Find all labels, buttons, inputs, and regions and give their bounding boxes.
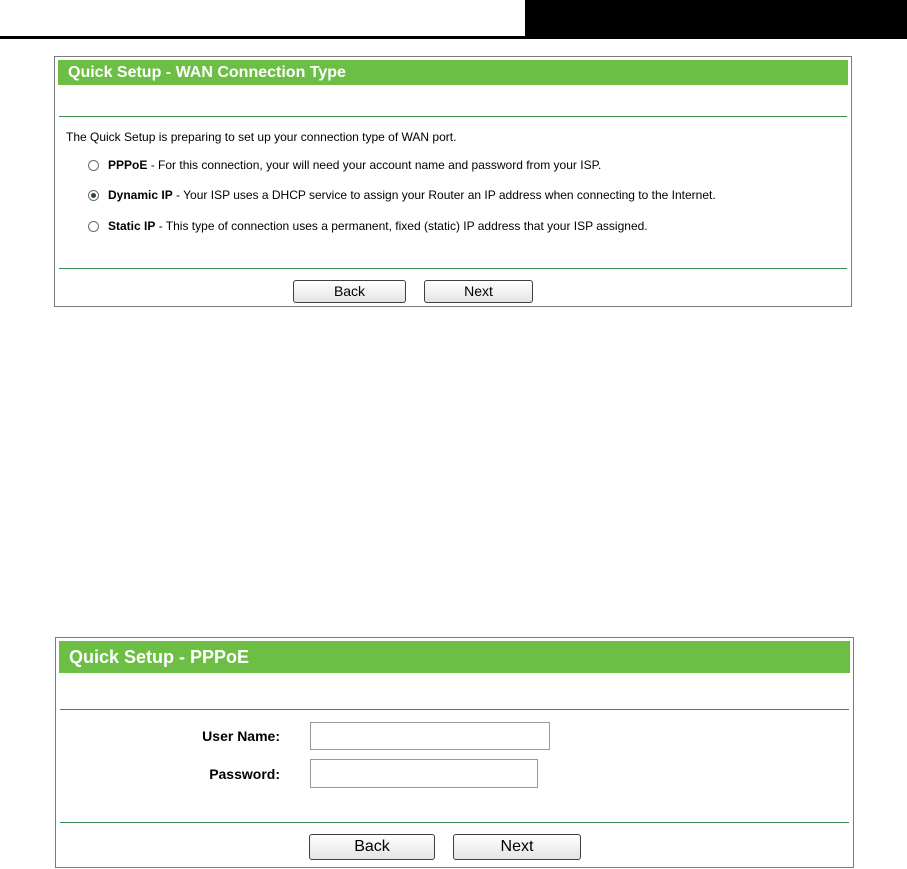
option-static-ip-name: Static IP — [108, 219, 156, 233]
divider-top — [59, 116, 847, 117]
password-label: Password: — [209, 766, 280, 782]
pppoe-back-button[interactable]: Back — [309, 834, 435, 860]
option-pppoe[interactable] — [88, 158, 601, 172]
pppoe-panel — [55, 637, 854, 868]
option-static-ip-desc: - This type of connection uses a permanent, fixed (static) IP address that your ISP assigned. — [155, 219, 648, 233]
username-input[interactable] — [310, 722, 550, 750]
wan-connection-type-panel — [54, 56, 852, 307]
radio-static-ip[interactable] — [88, 221, 99, 232]
option-static-ip-text — [108, 219, 648, 233]
option-dynamic-ip[interactable] — [88, 188, 716, 202]
username-label: User Name: — [202, 728, 280, 744]
pppoe-next-button[interactable]: Next — [453, 834, 581, 860]
pppoe-divider-bottom — [60, 822, 849, 823]
pppoe-panel-title: Quick Setup - PPPoE — [59, 641, 850, 673]
option-pppoe-desc: - For this connection, your will need your account name and password from your ISP. — [147, 158, 602, 172]
divider-bottom — [59, 268, 847, 269]
option-dynamic-ip-desc: - Your ISP uses a DHCP service to assign your Router an IP address when connecting to the Internet. — [172, 188, 716, 202]
option-pppoe-name: PPPoE — [108, 158, 148, 172]
option-dynamic-ip-text — [108, 188, 716, 202]
next-button[interactable]: Next — [424, 280, 533, 303]
header-rule — [0, 36, 907, 39]
option-dynamic-ip-name: Dynamic IP — [108, 188, 173, 202]
option-pppoe-text — [108, 158, 601, 172]
pppoe-divider-top — [60, 709, 849, 710]
header-black-block — [525, 0, 907, 38]
wan-panel-title: Quick Setup - WAN Connection Type — [58, 60, 848, 85]
password-input[interactable] — [310, 759, 538, 788]
wan-intro-text: The Quick Setup is preparing to set up your connection type of WAN port. — [66, 130, 457, 144]
radio-pppoe[interactable] — [88, 160, 99, 171]
back-button[interactable]: Back — [293, 280, 406, 303]
option-static-ip[interactable] — [88, 219, 648, 233]
radio-dynamic-ip[interactable] — [88, 190, 99, 201]
